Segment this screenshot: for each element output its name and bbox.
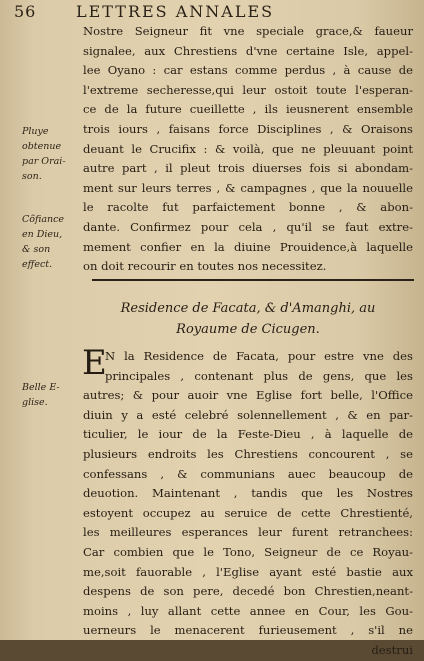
paragraph-oyano — [83, 22, 413, 277]
text-line: autre part , il pleut trois diuerses fois si abondam- — [83, 161, 413, 176]
section-heading-line: Residence de Facata, & d'Amanghi, au — [120, 301, 376, 316]
text-line: principales , contenant plus de gens, que les — [105, 368, 413, 383]
text-line: Nostre Seigneur fit vne speciale grace,& faueur — [83, 24, 413, 38]
margin-note-belle-eglise — [22, 380, 78, 410]
page-number: 56 — [14, 2, 37, 21]
margin-note-line: glise. — [22, 397, 48, 408]
text-line: N la Residence de Facata, pour estre vne des — [105, 349, 413, 363]
text-line: le racolte fut parfaictement bonne , & abon- — [83, 200, 413, 215]
text-line: moins , luy allant cette annee en Cour, les Gou- — [83, 603, 413, 618]
text-line: l'extreme secheresse,qui leur ostoit toute l'esperan- — [83, 82, 413, 97]
text-line: me,soit fauorable , l'Eglise ayant esté bastie aux — [83, 564, 413, 579]
running-header — [14, 2, 414, 24]
catchword: destrui — [371, 642, 413, 657]
text-line: Car combien que le Tono, Seigneur de ce Royau- — [83, 544, 413, 559]
text-line: trois iours , faisans force Disciplines , & Oraisons — [83, 121, 413, 136]
text-line: deuant le Crucifix : & voilà, que ne pleuuant point — [83, 141, 413, 156]
text-line: diuin y a esté celebré solennellement , & en par- — [83, 407, 413, 422]
margin-note-confiance — [22, 212, 78, 272]
text-line: deuotion. Maintenant , tandis que les Nostres — [83, 486, 413, 501]
text-line: mement confier en la diuine Prouidence,à laquelle — [83, 239, 413, 254]
text-line: estoyent occupez au seruice de cette Chrestienté, — [83, 505, 413, 520]
drop-cap: E — [82, 343, 107, 383]
margin-note-line: effect. — [22, 259, 53, 270]
text-line: uerneurs le menacerent furieusement , s'il ne — [83, 623, 413, 638]
margin-note-line: par Orai- — [22, 156, 66, 167]
text-line: autres; & pour auoir vne Eglise fort belle, l'Office — [83, 388, 413, 403]
text-line: despens de son pere, decedé bon Chrestien,neant- — [83, 584, 413, 599]
paragraph-facata — [82, 343, 413, 661]
margin-note-pluye — [22, 124, 78, 184]
section-divider — [92, 279, 414, 281]
text-line: signalee, aux Chrestiens d'vne certaine Isle, appel- — [83, 43, 413, 58]
margin-note-line: son. — [22, 171, 42, 182]
section-heading-line: Royaume de Cicugen. — [176, 322, 320, 337]
text-line: ment sur leurs terres , & campagnes , que la nouuelle — [83, 180, 413, 195]
margin-note-line: Belle E- — [22, 382, 60, 393]
section-heading — [83, 298, 413, 340]
text-line: ce de la future cueillette , ils ieusnerent ensemble — [83, 102, 413, 117]
margin-note-line: obtenue — [22, 141, 62, 152]
text-line: lee Oyano : car estans comme perdus , à cause de — [83, 63, 413, 78]
running-title: LETTRES ANNALES — [76, 2, 275, 21]
margin-note-line: Cõfiance — [22, 214, 65, 225]
margin-note-line: Pluye — [22, 126, 49, 137]
text-line: plusieurs endroits les Chrestiens concourent , se — [83, 446, 413, 461]
margin-note-line: & son — [22, 244, 51, 255]
text-line: on doit recourir en toutes nos necessitez. — [83, 259, 327, 274]
margin-note-line: en Dieu, — [22, 229, 63, 240]
text-line: dante. Confirmez pour cela , qu'il se faut extre- — [83, 219, 413, 234]
text-line: confessans , & communians auec beaucoup de — [83, 466, 413, 481]
text-line: les meilleures esperances leur furent retranchees: — [83, 525, 413, 540]
text-line: ticulier, le iour de la Feste-Dieu , à laquelle de — [83, 427, 413, 442]
